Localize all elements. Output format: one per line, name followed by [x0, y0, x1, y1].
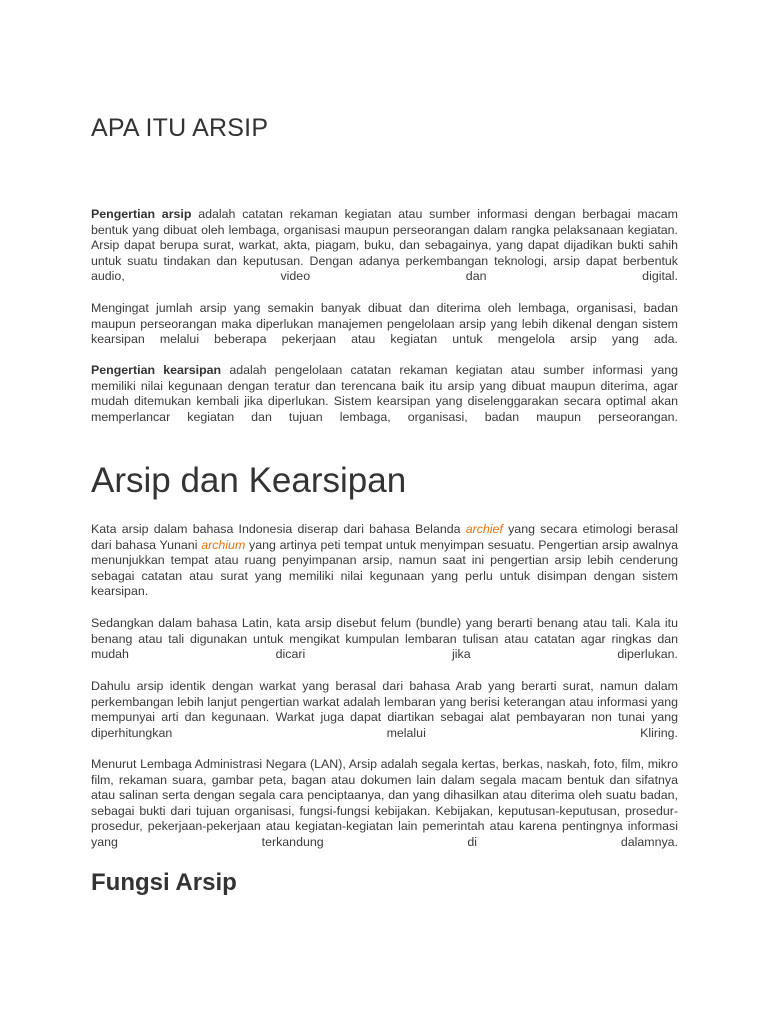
paragraph-pengertian-arsip	[91, 207, 678, 285]
paragraph-warkat: Dahulu arsip identik dengan warkat yang berasal dari bahasa Arab yang berarti surat, namun dalam perkembangan lebih lanjut pengertian warkat adalah lembaran yang berisi keterangan atau informasi yang mempunyai arti dan kegunaan. Warkat juga dapat diartikan sebagai alat pembayaran non tunai yang diperhitungkan melalui Kliring.	[91, 679, 678, 740]
paragraph-definisi-lan: Menurut Lembaga Administrasi Negara (LAN), Arsip adalah segala kertas, berkas, naskah, foto, film, mikro film, rekaman suara, gambar peta, bagan atau dokumen lain dalam segala macam bentuk dan sifatnya atau salinan serta dengan segala cara penciptaanya, dan yang dihasilkan atau diterima oleh suatu badan, sebagai bukti dari tujuan organisasi, fungsi-fungsi kebijakan. Kebijakan, keputusan-keputusan, prosedur-prosedur, pekerjaan-pekerjaan atau kegiatan-kegiatan lain pemerintah atau karena pentingnya informasi yang terkandung di dalamnya.	[91, 757, 678, 849]
section-block-4	[91, 757, 678, 851]
intro-block	[91, 207, 678, 285]
paragraph-etimologi	[91, 522, 678, 600]
section-block-2	[91, 616, 678, 663]
term-pengertian-arsip: Pengertian arsip	[91, 207, 192, 221]
page-title: APA ITU ARSIP	[91, 114, 269, 142]
intro-block-2	[91, 301, 678, 348]
term-archium: archium	[201, 537, 246, 552]
paragraph-text: yang artinya peti tempat untuk menyimpan sesuatu. Pengertian arsip awalnya menunjukkan tempat atau ruang penyimpanan arsip, namun saat ini pengertian arsip lebih cenderung sebagai catatan atau surat yang memiliki nilai kegunaan yang perlu untuk disimpan dengan sistem kearsipan.	[91, 537, 678, 599]
paragraph-bahasa-latin: Sedangkan dalam bahasa Latin, kata arsip disebut felum (bundle) yang berarti benang atau tali. Kala itu benang atau tali digunakan untuk mengikat kumpulan lembaran tulisan atau catatan agar ringkas dan mudah dicari jika diperlukan.	[91, 616, 678, 662]
paragraph-manajemen-arsip: Mengingat jumlah arsip yang semakin banyak dibuat dan diterima oleh lembaga, organisasi, badan maupun perseorangan maka diperlukan manajemen pengelolaan arsip yang lebih dikenal dengan sistem kearsipan melalui beberapa pekerjaan atau kegiatan untuk mengelola arsip yang ada.	[91, 301, 678, 347]
section-heading: Arsip dan Kearsipan	[91, 461, 407, 500]
paragraph-text: Kata arsip dalam bahasa Indonesia diserap dari bahasa Belanda	[91, 522, 466, 536]
paragraph-text: yang secara etimologi berasal dari bahasa Yunani	[91, 522, 678, 552]
section-block-1	[91, 522, 678, 600]
term-pengertian-kearsipan: Pengertian kearsipan	[91, 363, 222, 377]
term-archief: archief	[465, 522, 503, 536]
paragraph-text: adalah pengelolaan catatan rekaman kegiatan atau sumber informasi yang memiliki nilai kegunaan dengan teratur dan terencana baik itu arsip yang dibuat maupun diterima, agar mudah ditemukan kembali jika diperlukan. Sistem kearsipan yang diselenggarakan secara optimal akan memperlancar kegiatan dan tujuan lembaga, organisasi, badan maupun perseorangan.	[91, 363, 678, 424]
paragraph-pengertian-kearsipan	[91, 363, 678, 425]
section-block-3	[91, 679, 678, 741]
subheading-fungsi-arsip: Fungsi Arsip	[91, 869, 237, 896]
intro-block-3	[91, 363, 678, 425]
paragraph-text: adalah catatan rekaman kegiatan atau sumber informasi dengan berbagai macam bentuk yang dibuat oleh lembaga, organisasi maupun perseorangan dalam rangka pelaksanaan kegiatan. Arsip dapat berupa surat, warkat, akta, piagam, buku, dan sebagainya, yang dapat dijadikan bukti sahih untuk suatu tindakan dan keputusan. Dengan adanya perkembangan teknologi, arsip dapat berbentuk audio, video dan digital.	[91, 207, 678, 284]
